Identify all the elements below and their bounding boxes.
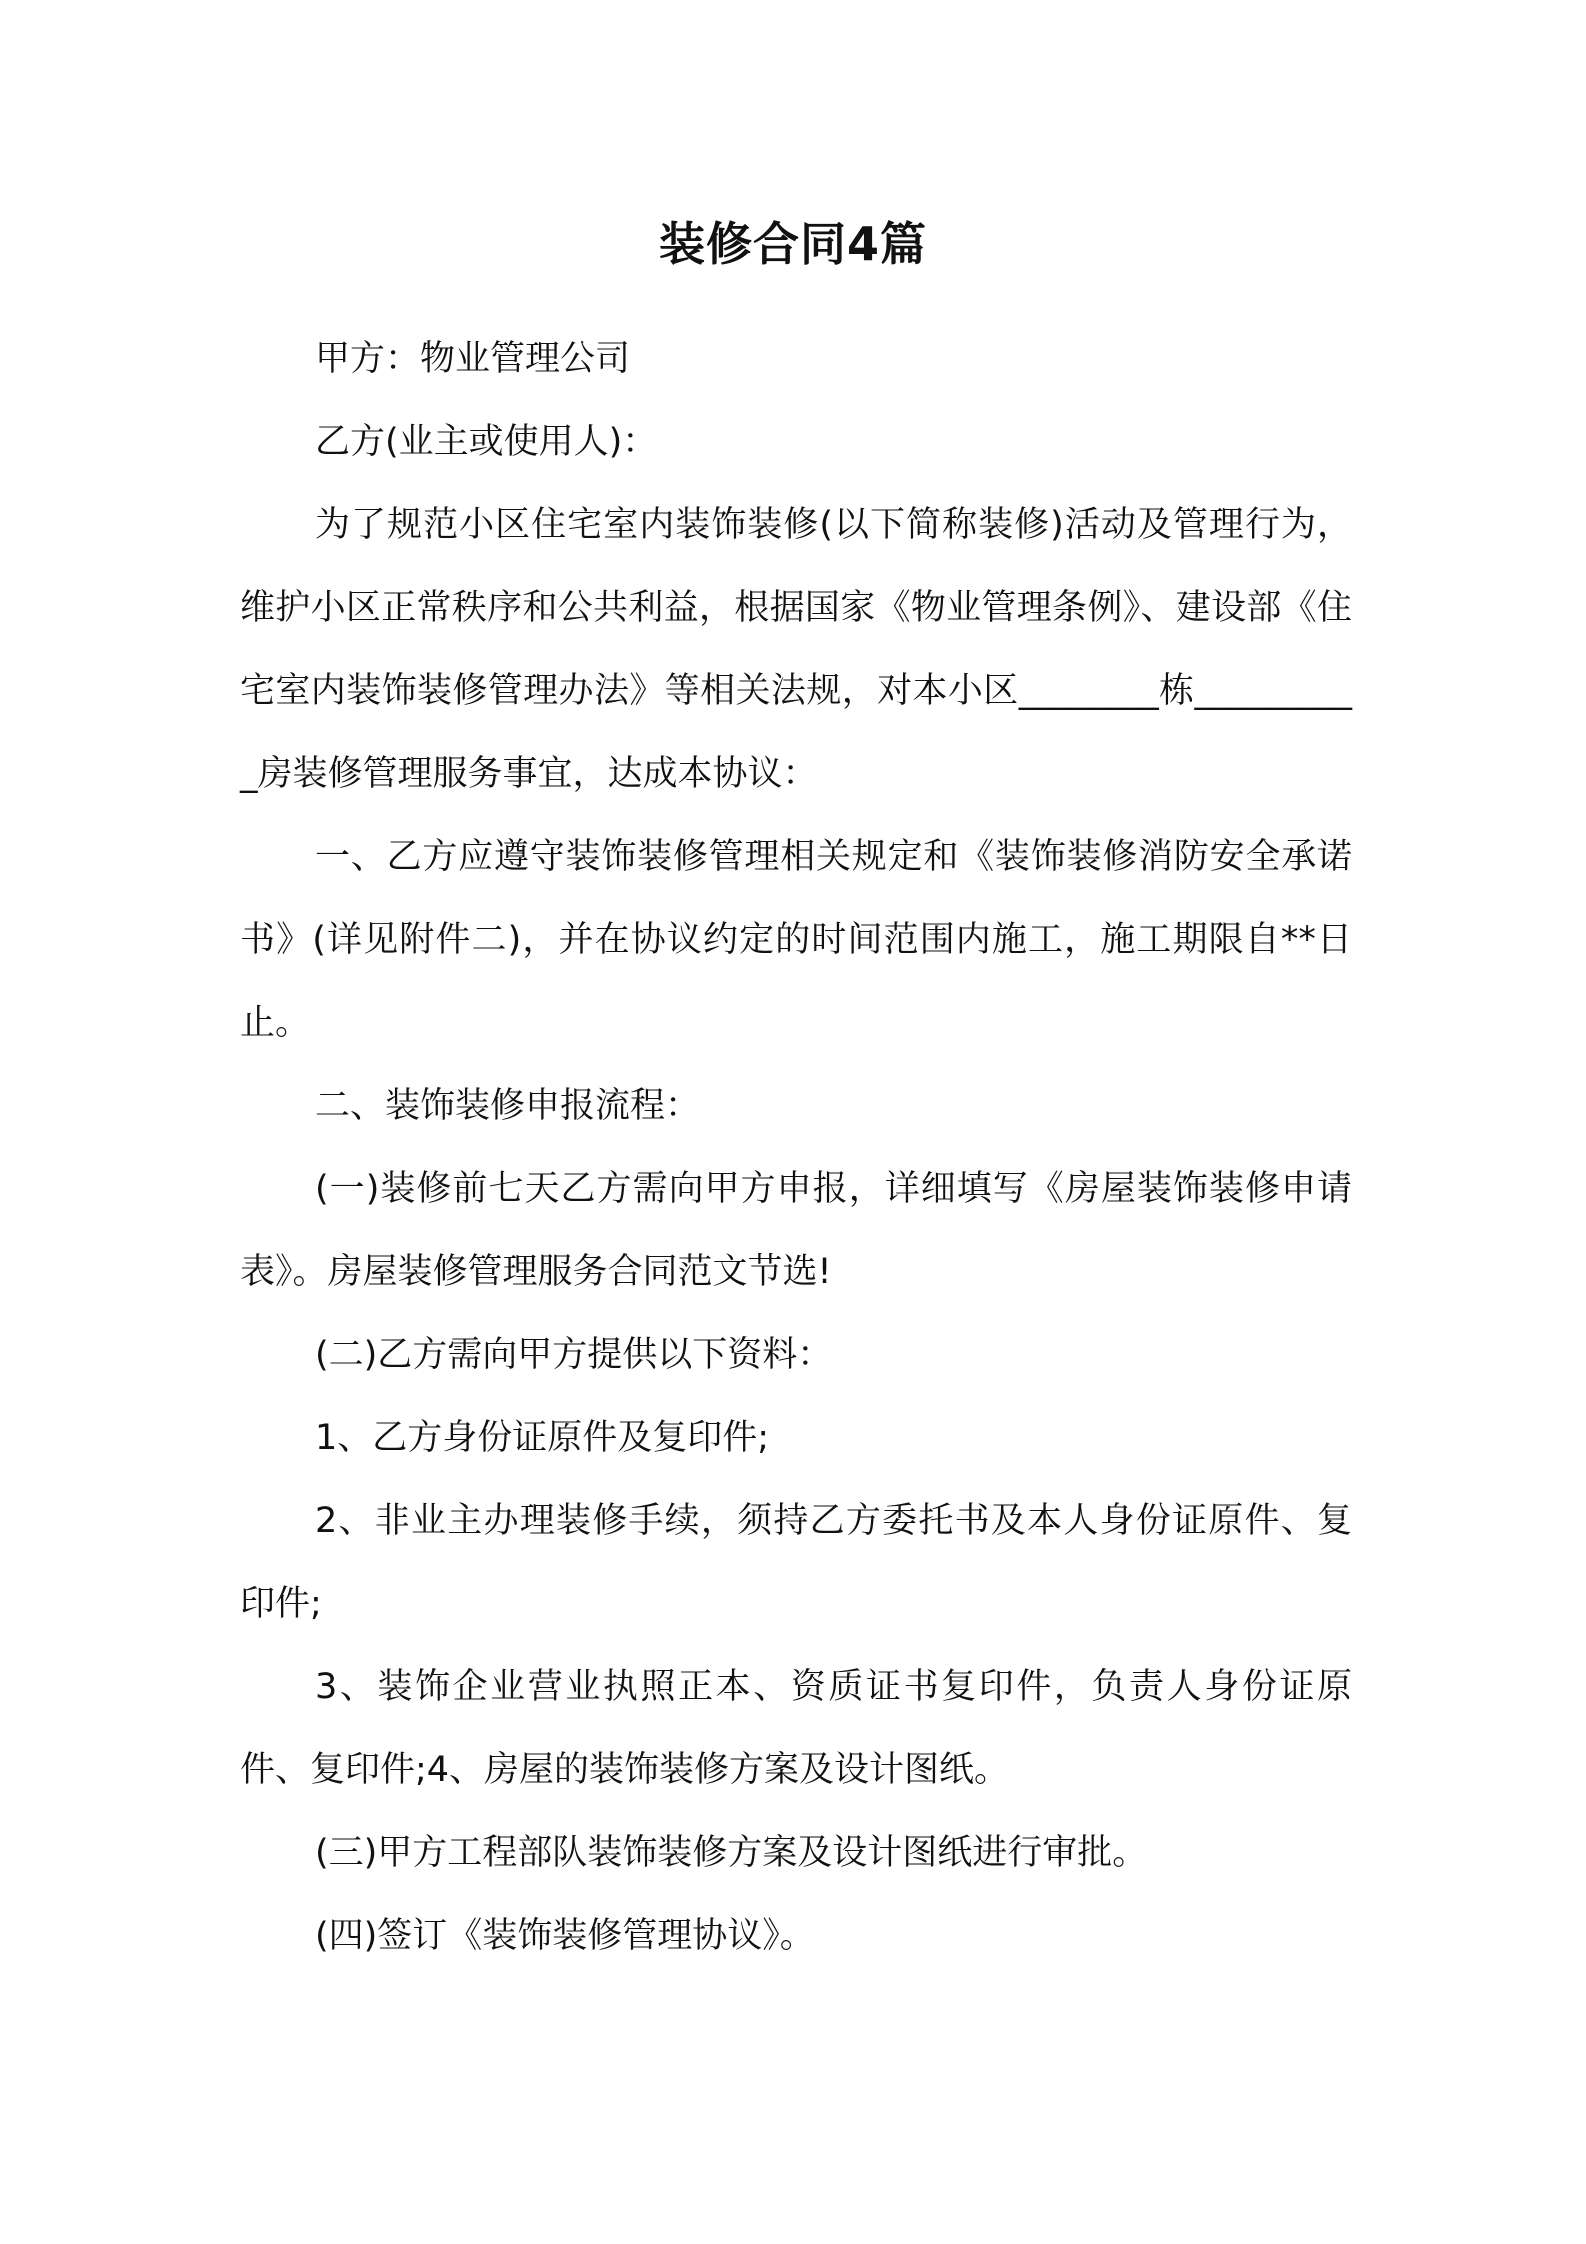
clause-two-heading: 二、装饰装修申报流程： bbox=[315, 1086, 701, 1126]
clause-two-item-3: (三)甲方工程部队装饰装修方案及设计图纸进行审批。 bbox=[315, 1833, 1148, 1873]
clause-two-item-1: (一)装修前七天乙方需向甲方申报，详细填写《房屋装饰装修申请表》。房屋装修管理服务合同范文节选! bbox=[240, 1169, 1352, 1292]
party-b-line: 乙方(业主或使用人)： bbox=[315, 422, 658, 462]
document-list-item-2: 2、非业主办理装修手续，须持乙方委托书及本人身份证原件、复印件; bbox=[240, 1501, 1352, 1624]
document-list-item-1: 1、乙方身份证原件及复印件; bbox=[315, 1418, 770, 1458]
clause-two-item-4: (四)签订《装饰装修管理协议》。 bbox=[315, 1916, 815, 1956]
document-list-item-3: 3、装饰企业营业执照正本、资质证书复印件，负责人身份证原件、复印件;4、房屋的装饰装修方案及设计图纸。 bbox=[240, 1667, 1352, 1790]
document-body bbox=[240, 318, 1352, 1978]
clause-two-item-2: (二)乙方需向甲方提供以下资料： bbox=[315, 1335, 833, 1375]
document-title: 装修合同4篇 bbox=[658, 217, 927, 271]
preamble-paragraph: 为了规范小区住宅室内装饰装修(以下简称装修)活动及管理行为，维护小区正常秩序和公共利益，根据国家《物业管理条例》、建设部《住宅室内装饰装修管理办法》等相关法规，对本小区________栋__________房装修管理服务事宜，达成本协议： bbox=[240, 505, 1352, 794]
clause-one-paragraph: 一、乙方应遵守装饰装修管理相关规定和《装饰装修消防安全承诺书》(详见附件二)，并在协议约定的时间范围内施工，施工期限自**日止。 bbox=[240, 837, 1352, 1043]
party-a-line: 甲方：物业管理公司 bbox=[315, 339, 631, 379]
